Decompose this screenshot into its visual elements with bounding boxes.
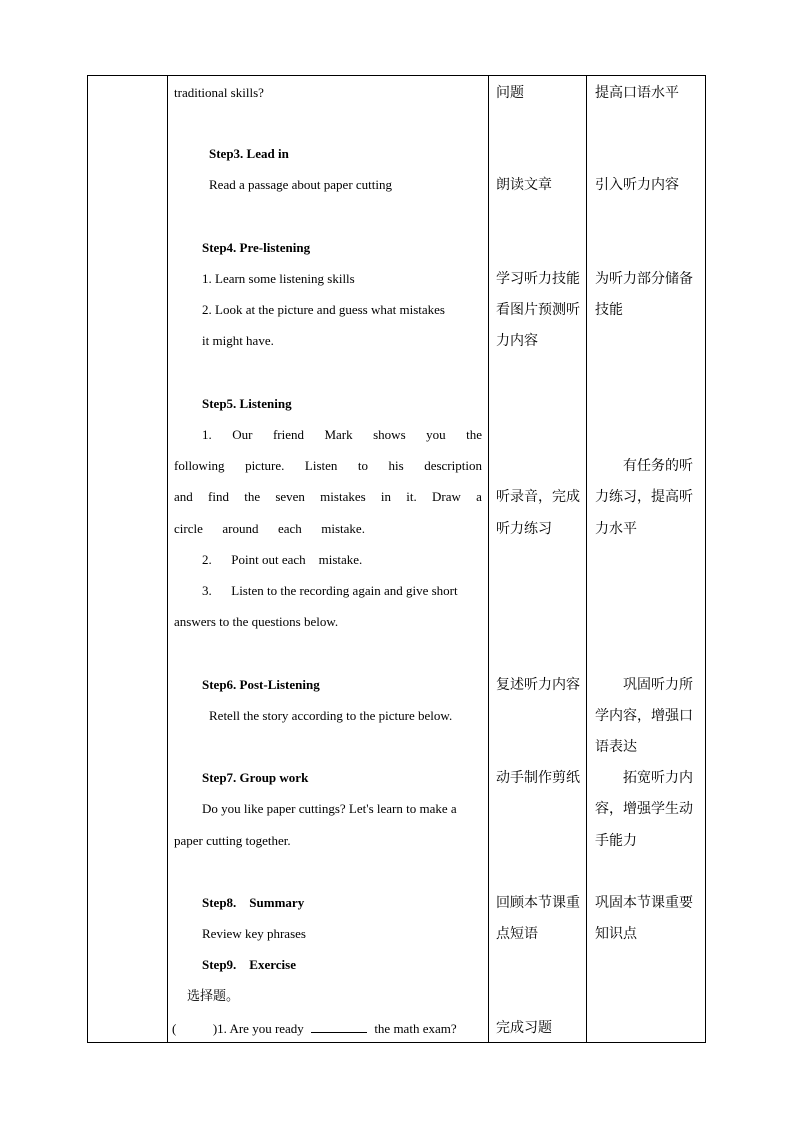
answer-paren-open: ( bbox=[172, 1021, 177, 1036]
step4-item2: 2. Look at the picture and guess what mistakes bbox=[202, 302, 445, 317]
step6-text: Retell the story according to the picture below. bbox=[209, 708, 453, 723]
activity-r4a: 听录音，完成 bbox=[496, 489, 580, 505]
activity-r1: 问题 bbox=[496, 85, 524, 101]
intent-r7b: 知识点 bbox=[595, 926, 637, 942]
word: following bbox=[174, 458, 225, 473]
activity-r4b: 听力练习 bbox=[496, 521, 552, 537]
step8-text: Review key phrases bbox=[202, 926, 306, 941]
intent-r6c: 手能力 bbox=[595, 833, 637, 849]
word: Our bbox=[232, 427, 253, 442]
step5-item1-line4: circle around each mistake. bbox=[174, 521, 365, 536]
activity-r8: 完成习题 bbox=[496, 1020, 552, 1036]
step4-heading: Step4. Pre-listening bbox=[202, 240, 311, 255]
intent-r1: 提高口语水平 bbox=[595, 85, 679, 101]
step3-text: Read a passage about paper cutting bbox=[209, 177, 393, 192]
column-divider-2 bbox=[488, 76, 489, 1042]
word: the bbox=[466, 427, 482, 442]
step7-text-line2: paper cutting together. bbox=[174, 833, 291, 848]
step9-subtitle: 选择题。 bbox=[187, 989, 240, 1004]
column-divider-3 bbox=[586, 76, 587, 1042]
word: to bbox=[357, 458, 369, 473]
word: in bbox=[380, 489, 392, 504]
column-divider-1 bbox=[167, 76, 168, 1042]
question-text: )1. Are you ready bbox=[212, 1021, 304, 1036]
activity-r6: 动手制作剪纸 bbox=[496, 770, 580, 786]
intro-text: traditional skills? bbox=[174, 85, 264, 100]
step8-heading: Step8. Summary bbox=[202, 895, 305, 910]
exercise-question-1 bbox=[172, 1020, 457, 1037]
word: friend bbox=[272, 427, 304, 442]
step5-item3: 3. Listen to the recording again and give short bbox=[202, 583, 458, 598]
intent-r4c: 力水平 bbox=[595, 521, 637, 537]
activity-r7a: 回顾本节课重 bbox=[496, 895, 580, 911]
activity-r2: 朗读文章 bbox=[496, 177, 552, 193]
intent-r2: 引入听力内容 bbox=[595, 177, 679, 193]
word: seven bbox=[275, 489, 305, 504]
word: Mark bbox=[324, 427, 353, 442]
word: and bbox=[174, 489, 193, 504]
word: shows bbox=[373, 427, 406, 442]
word: the bbox=[244, 489, 261, 504]
step6-heading: Step6. Post-Listening bbox=[202, 677, 320, 692]
step5-heading: Step5. Listening bbox=[202, 396, 292, 411]
intent-r4a: 有任务的听 bbox=[623, 458, 693, 474]
intent-r6b: 容，增强学生动 bbox=[595, 801, 693, 817]
step7-heading: Step7. Group work bbox=[202, 770, 309, 785]
word: 1. bbox=[202, 427, 212, 442]
word: you bbox=[426, 427, 446, 442]
step5-item1-line3 bbox=[174, 489, 482, 505]
word: mistakes bbox=[320, 489, 366, 504]
step5-item1-line2 bbox=[174, 458, 482, 474]
activity-r3c: 力内容 bbox=[496, 333, 538, 349]
intent-r5c: 语表达 bbox=[595, 739, 637, 755]
word: find bbox=[208, 489, 229, 504]
activity-r3a: 学习听力技能 bbox=[496, 271, 580, 287]
step3-heading: Step3. Lead in bbox=[209, 146, 289, 161]
step5-item1-line1 bbox=[202, 427, 482, 443]
activity-r7b: 点短语 bbox=[496, 926, 538, 942]
word: picture. bbox=[245, 458, 285, 473]
step4-item2-cont: it might have. bbox=[202, 333, 274, 348]
fill-in-blank bbox=[311, 1020, 367, 1033]
intent-r3b: 技能 bbox=[595, 302, 623, 318]
intent-r7a: 巩固本节课重要 bbox=[595, 895, 693, 911]
activity-r3b: 看图片预测听 bbox=[496, 302, 580, 318]
step7-text-line1: Do you like paper cuttings? Let's learn to make a bbox=[202, 801, 457, 816]
question-text-end: the math exam? bbox=[374, 1021, 457, 1036]
word: description bbox=[424, 458, 482, 473]
intent-r4b: 力练习，提高听 bbox=[595, 489, 693, 505]
step5-item2: 2. Point out each mistake. bbox=[202, 552, 363, 567]
word: it. bbox=[406, 489, 417, 504]
word: Listen bbox=[304, 458, 338, 473]
intent-r5a: 巩固听力所 bbox=[623, 677, 693, 693]
step9-heading: Step9. Exercise bbox=[202, 957, 296, 972]
word: Draw bbox=[431, 489, 461, 504]
activity-r5: 复述听力内容 bbox=[496, 677, 580, 693]
intent-r6a: 拓宽听力内 bbox=[623, 770, 693, 786]
intent-r5b: 学内容，增强口 bbox=[595, 708, 693, 724]
step5-item3-cont: answers to the questions below. bbox=[174, 614, 339, 629]
step4-item1: 1. Learn some listening skills bbox=[202, 271, 355, 286]
intent-r3a: 为听力部分储备 bbox=[595, 271, 693, 287]
word: his bbox=[388, 458, 404, 473]
word: a bbox=[476, 489, 482, 504]
